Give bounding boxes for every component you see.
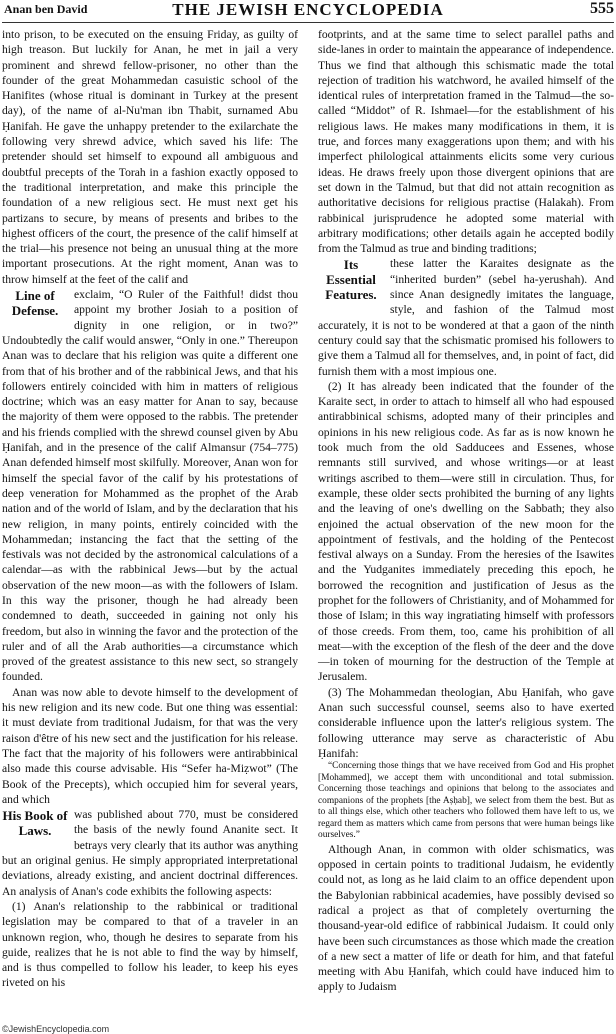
copyright-footer: ©JewishEncyclopedia.com	[2, 1024, 110, 1034]
paragraph: (3) The Mohammedan theologian, Abu Ḥanifah, who gave Anan such successful counsel, seems also to have exerted considerable influence upon the latter's religious system. The following utterance may serve as characteristic of Abu Ḥanifah:	[318, 685, 614, 760]
paragraph: footprints, and at the same time to select parallel paths and side-lanes in order to maintain the appearance of independence. Thus we find that although this schismatic made the total rejection of tradition his watchword, he availed himself of the identical rules of interpretation framed in the Talmud—the so-called “Middot” of R. Ishmael—for the establishment of his religious laws. He makes many modifications in them, it is true, and forces many exaggerations upon them; and with his imperfect philological attainments elicits some very curious ideas. He draws freely upon those divergent opinions that are set down in the Talmud, but that did not attain recognition as authoritative decisions for religious practise (Halakah). From rabbinical jurisprudence he adopted some material with arbitrary modifications; other details again he accepted bodily from the Talmud as true and binding traditions;	[318, 28, 614, 256]
paragraph: exclaim, “O Ruler of the Faithful! didst thou appoint my brother Josiah to a position of dignity in one religion, or in two?” Undoubtedly the calif would answer, “Only in one.” Thereupon Anan was to declare that his religion was quite a different one from that of his brother and of the rabbinical Jews, and that his followers entirely coincided with him in matters of religious doctrine; which was an easy matter for Anan to say, because the majority of them were opposed to the rabbis. The pretender and his friends complied with the shrewd counsel given by Abu Ḥanifah, and in the presence of the calif Almansur (754–775) Anan defended himself most skilfully. Moreover, Anan won for himself the special favor of the calif by his protestations of deep veneration for Mohammed as the prophet of the Arab nation and of the world of Islam, and by the declaration that his new religion, in many points, entirely coincided with the Mohammedan; instancing the fact that the setting of the festivals was not decided by the astronomical calculations of a calendar—as with the rabbinical Jews—but by the actual observation of the new moon—as with the followers of Islam. In this way the prisoner, though he had already been condemned to death, succeeded in gaining not only his freedom, but also in winning the favor and the protection of the ruler and of all the Arab authorities—a circumstance which proved of the greatest assistance to this new sect, so strangely founded.	[2, 288, 298, 684]
running-head: Anan ben David	[4, 2, 88, 16]
side-heading-line-of-defense: Line of Defense.	[11, 288, 59, 319]
paragraph: was published about 770, must be considered the basis of the newly found Ananite sect. It betrays very clearly that its author was anything but an original genius. He simply appropriated interpretational deviations, already existing, and ancient doctrinal differences. An analysis of Anan's code exhibits the following aspects:	[2, 808, 298, 898]
block-quote: “Concerning those things that we have received from God and His prophet [Mohammed], we accept them with unconditional and total submission. Concerning those teachings and opinions that belong to the associates and companions of the prophets [the Aṣḥab], we select from them the best. But as to all things else, which other teachers who followed them have left to us, we regard them as matters which came from persons that were human beings like ourselves.”	[318, 761, 614, 841]
side-heading-essential-features: Its Essential Features.	[325, 257, 377, 303]
page-title: THE JEWISH ENCYCLOPEDIA	[172, 0, 444, 19]
paragraph: (2) It has already been indicated that the founder of the Karaite sect, in order to attach to himself all who had espoused antirabbinical schisms, adopted many of their principles and opinions in his new religious code. As far as is now known he took much from the old Sadducees and Essenes, whose remnants still survived, and whose writings—or at least writings ascribed to them—were still in circulation. Thus, for example, these older sects prohibited the burning of any lights and the leaving of one's dwelling on the Sabbath; they also enjoined the actual observation of the new moon for the appointment of festivals, and the holding of the Pentecost festival always on a Sunday. From the heresies of the Isawites and the Yudganites immediately preceding this epoch, he borrowed the recognition and justification of Jesus as the prophet for the followers of Christianity, and of Mohammed for those of Islam; in this way ingratiating himself with professors of those creeds. From them, too, came his prohibition of all meat—with the exception of the flesh of the deer and the dove—in token of mourning for the destruction of the Temple at Jerusalem.	[318, 379, 614, 684]
header-rule	[2, 22, 614, 23]
paragraph: into prison, to be executed on the ensuing Friday, as guilty of high treason. But luckily for Anan, he met in jail a very prominent and shrewd fellow-prisoner, no other than the founder of the great Mohammedan casuistic school of the Hanifites (whose ritual is dominant in Turkey at the present day), of the name of al-Nu'man ibn Thabit, surnamed Abu Ḥanifah. He gave the unhappy pretender to the exilarchate the following very shrewd advice, which saved his life: The pretender should set himself to expound all ambiguous and doubtful precepts of the Torah in a fashion exactly opposed to the traditional interpretation, and make this principle the foundation of a new religious sect. He must next get his partizans to secure, by means of presents and bribes to the highest officers of the court, the presence of the calif himself at the trial—his presence not being an unusual thing at the more important prosecutions. At the right moment, Anan was to throw himself at the feet of the calif and	[2, 28, 298, 286]
paragraph: Anan was now able to devote himself to the development of his new religion and its new code. But one thing was essential: it must deviate from traditional Judaism, for that was the very raison d'être of his new sect and the justification for his release. The fact that the majority of his followers were antirabbinical also made this course advisable. His “Sefer ha-Miẓwot” (The Book of the Precepts), which occupied him for several years, and which	[2, 685, 298, 806]
page-header	[0, 0, 616, 22]
paragraph: these latter the Karaites designate as the “inherited burden” (sebel ha-yerushah). And since Anan designedly imitates the language, style, and fashion of the Talmud most accurately, it is not to be wondered at that a gaon of the ninth century could say that the schismatic promised his followers to give them a Talmud all for themselves, and, in point of fact, did furnish them with a most impious one.	[318, 257, 614, 378]
right-column	[318, 27, 614, 995]
paragraph: Although Anan, in common with older schismatics, was opposed in certain points to traditional Judaism, he evidently could not, as long as he laid claim to an office dependent upon the Babylonian rabbinical academies, have possibly devised so radical a project as that of completely overturning the thousand-year-old edifice of rabbinical Judaism. It could only have been such circumstances as those which made the creation of a new sect a matter of life or death for him, and that fateful meeting with Abu Ḥanifah, which could have induced him to apply to Judaism	[318, 842, 614, 994]
page-number: 555	[590, 0, 614, 17]
side-heading-book-of-laws: His Book of Laws.	[2, 808, 68, 839]
paragraph: (1) Anan's relationship to the rabbinical or traditional legislation may be compared to that of a traveler in an unknown region, who, though he desires to separate from his guide, realizes that he is not able to find the way by himself, and is thus compelled to follow his leader, to keep his eyes riveted on his	[2, 899, 298, 990]
left-column	[2, 27, 298, 991]
